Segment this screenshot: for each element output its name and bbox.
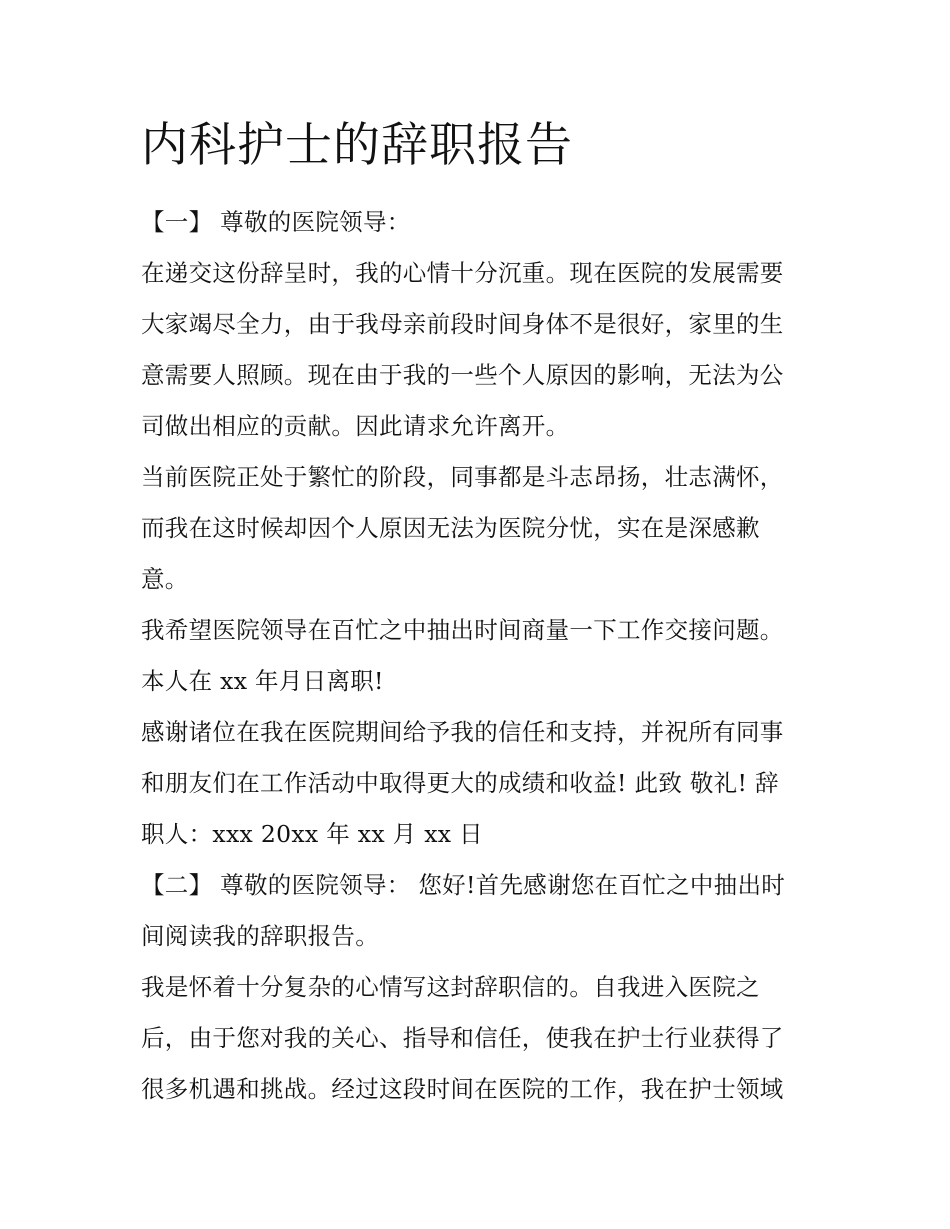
paragraph-line: 我希望医院领导在百忙之中抽出时间商量一下工作交接问题。 bbox=[141, 616, 784, 644]
paragraph-line: 间阅读我的辞职报告。 bbox=[141, 922, 379, 950]
paragraph-line: 意需要人照顾。现在由于我的一些个人原因的影响，无法为公 bbox=[141, 361, 784, 389]
paragraph-line: 意。 bbox=[141, 565, 189, 593]
paragraph-line: 和朋友们在工作活动中取得更大的成绩和收益! 此致 敬礼! 辞 bbox=[141, 769, 779, 797]
paragraph-line: 而我在这时候却因个人原因无法为医院分忧，实在是深感歉 bbox=[141, 514, 760, 542]
paragraph-line: 后，由于您对我的关心、指导和信任，使我在护士行业获得了 bbox=[141, 1024, 784, 1052]
document-title: 内科护士的辞职报告 bbox=[141, 118, 573, 173]
paragraph-line: 我是怀着十分复杂的心情写这封辞职信的。自我进入医院之 bbox=[141, 973, 760, 1001]
section-one-salutation: 【一】 尊敬的医院领导： bbox=[141, 208, 411, 236]
signature-line: 职人：xxx 20xx 年 xx 月 xx 日 bbox=[141, 820, 483, 848]
paragraph-line: 大家竭尽全力，由于我母亲前段时间身体不是很好，家里的生 bbox=[141, 310, 784, 338]
paragraph-line: 当前医院正处于繁忙的阶段，同事都是斗志昂扬，壮志满怀， bbox=[141, 463, 784, 491]
section-two-salutation: 【二】 尊敬的医院领导： 您好!首先感谢您在百忙之中抽出时 bbox=[141, 871, 786, 899]
paragraph-line: 在递交这份辞呈时，我的心情十分沉重。现在医院的发展需要 bbox=[141, 259, 784, 287]
paragraph-line: 很多机遇和挑战。经过这段时间在医院的工作，我在护士领域 bbox=[141, 1075, 784, 1103]
paragraph-line: 感谢诸位在我在医院期间给予我的信任和支持，并祝所有同事 bbox=[141, 718, 784, 746]
paragraph-line: 本人在 xx 年月日离职! bbox=[141, 667, 384, 695]
paragraph-line: 司做出相应的贡献。因此请求允许离开。 bbox=[141, 412, 570, 440]
